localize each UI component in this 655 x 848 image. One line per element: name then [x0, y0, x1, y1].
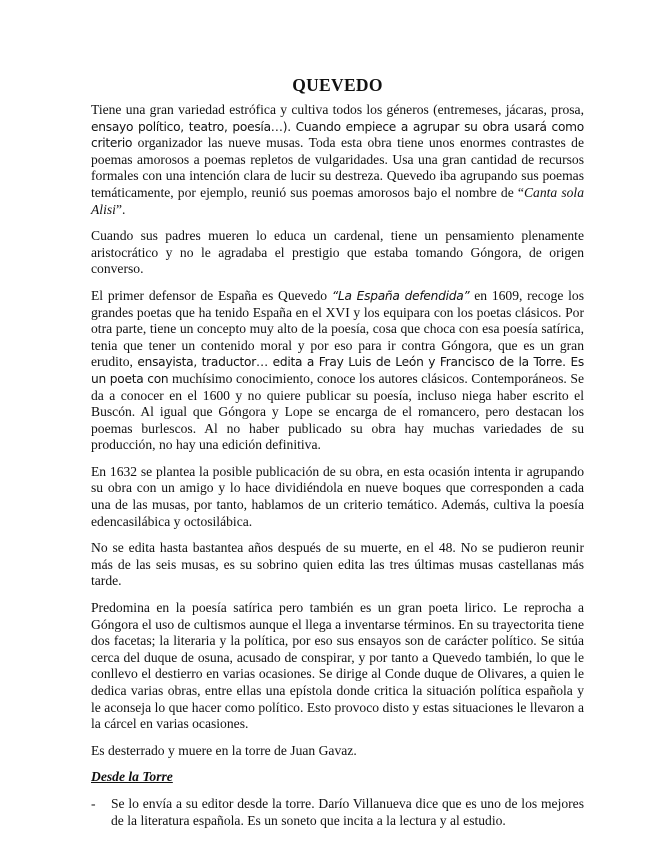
- bullet-dash: -: [91, 795, 96, 811]
- paragraph-satire: Predomina en la poesía satírica pero también es un gran poeta lirico. Le reprocha a Góngora el uso de cultismos aunque el llega a inventarse términos. En su trayectorita tiene dos facetas; la literaria y la política, por eso sus ensayos son de carácter político. Se sitúa cerca del duque de osuna, acusado de conspirar, y por tanto a Quevedo también, lo que le conllevo el destierro en varias ocasiones. Se dirige al Conde duque de Olivares, a quien le dedica varias obras, entre ellas una epístola donde critica la situación política española y le aconseja lo que hacer como político. Esto provoco disto y estas situaciones le llevaron a la cárcel en varias ocasiones.: [91, 600, 584, 732]
- paragraph-defender-part-a: El primer defensor de España es Quevedo: [91, 287, 332, 303]
- list-item-text: Se lo envía a su editor desde la torre. Darío Villanueva dice que es uno de los mejores de la literatura española. Es un soneto que incita a la lectura y al estudio.: [111, 795, 584, 828]
- paragraph-defender-part-d: muchísimo conocimiento, conoce los autores clásicos. Contemporáneos. Se da a conocer en el 1600 y no quiere publicar su poesía, incluso niega haber escrito el Buscón. Al igual que Góngora y Lope se encarga de el romancero, pero destacan los poemas burlescos. Al no haber publicado su obra hay muchas variedades de su producción, no hay una edición definitiva.: [91, 370, 584, 453]
- paragraph-genres-part-b: ensayo político, teatro, poesía…). Cuando empiece a agrupar su obra usará como criterio: [91, 119, 584, 151]
- page-title: QUEVEDO: [292, 75, 383, 95]
- paragraph-parents: Cuando sus padres mueren lo educa un cardenal, tiene un pensamiento plenamente aristocrático y no le agradaba el prestigio que estaba tomando Góngora, de origen converso.: [91, 228, 584, 277]
- paragraph-posthumous: No se edita hasta bastantea años después de su muerte, en el 48. No se pudieron reunir más de las seis musas, es su sobrino quien edita las tres últimas musas castellanas más tarde.: [91, 540, 584, 589]
- section-heading: Desde la Torre: [91, 769, 173, 785]
- paragraph-genres-part-c: organizador las nueve musas. Toda esta obra tiene unos enormes contrastes de poemas amorosos a poemas repletos de vulgaridades. Usa una gran cantidad de recursos formales con una intención clara de lucir su destreza. Quevedo iba agrupando sus poemas temáticamente, por ejemplo, reunió sus poemas amorosos bajo el nombre de “: [91, 135, 584, 200]
- list-item: [91, 796, 584, 829]
- work-title-espana-defendida: “La España defendida”: [331, 288, 470, 303]
- paragraph-publication: En 1632 se plantea la posible publicación de su obra, en esta ocasión intenta ir agrupando su obra con un amigo y lo hace dividiéndola en nueve boques que corresponden a cada una de las musas, por tanto, hablamos de un criterio temático. Además, cultiva la poesía edencasilábica y octosilábica.: [91, 463, 584, 529]
- paragraph-genres: [91, 102, 584, 218]
- paragraph-defender-part-b: en 1609, recoge los grandes poetas que ha tenido España en el XVI y los equipara con los poetas clásicos. Por otra parte, tiene un concepto muy alto de la poesía, cosa que choca con esa poesía satírica, tenia que tener un contenido moral y por eso para ir contra Góngora, que es un gran erudito,: [91, 287, 584, 370]
- work-title-canta-sola-alisi: Canta sola Alisi: [91, 184, 584, 217]
- bullet-list: [91, 796, 584, 829]
- paragraph-defender-part-c: ensayista, traductor… edita a Fray Luis de León y Francisco de la Torre. Es un poeta con: [91, 355, 584, 386]
- paragraph-exile: Es desterrado y muere en la torre de Juan Gavaz.: [91, 742, 357, 758]
- paragraph-genres-part-d: ”.: [115, 201, 126, 217]
- paragraph-defender: [91, 288, 584, 454]
- paragraph-genres-part-a: Tiene una gran variedad estrófica y cultiva todos los géneros (entremeses, jácaras, prosa,: [91, 102, 584, 117]
